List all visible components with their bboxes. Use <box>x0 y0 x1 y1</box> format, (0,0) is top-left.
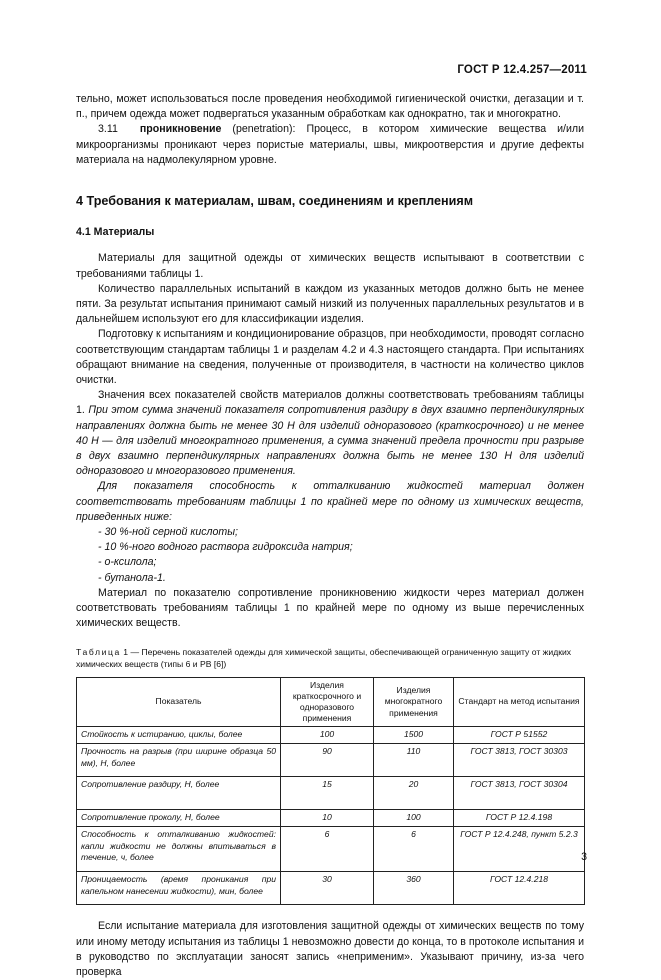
section-title: 4 Требования к материалам, швам, соединениям и креплениям <box>76 194 474 209</box>
paragraph-6: Материал по показателю сопротивление проникновению жидкости через материал должен соответствовать требованиям таблицы 1 по крайней мере по одному из выше перечисленных химических веществ. <box>76 586 584 630</box>
table-cell: ГОСТ Р 12.4.248, пункт 5.2.3 <box>454 827 585 872</box>
table-cell: Стойкость к истиранию, циклы, более <box>77 727 281 744</box>
definition-3-11 <box>76 122 584 168</box>
definition-number: 3.11 <box>98 123 118 136</box>
table-cell: 6 <box>374 827 454 872</box>
table-cell: Сопротивление раздиру, Н, более <box>77 777 281 810</box>
table-caption <box>76 646 584 671</box>
paragraph-2: Количество параллельных испытаний в каждом из указанных методов должно быть не менее пяти. За результат испытания принимают самый низкий из полученных параллельных результатов и в дальнейшем используют его для классификации изделия. <box>76 282 584 326</box>
table-header-cell: Изделия многократного применения <box>374 677 454 727</box>
continued-paragraph: тельно, может использоваться после проведения необходимой гигиенической очистки, дегазации и т. п., причем одежда может подвергаться указанным обработкам как однократно, так и многократно. <box>76 93 584 121</box>
list-item: - 30 %-ной серной кислоты; <box>98 526 238 539</box>
table-row <box>77 727 585 744</box>
table-cell: 360 <box>374 872 454 905</box>
list-item: - бутанола-1. <box>98 571 166 584</box>
requirements-table <box>76 677 585 906</box>
page-number: 3 <box>581 851 587 863</box>
table-cell: ГОСТ 12.4.218 <box>454 872 585 905</box>
table-header-cell: Изделия краткосрочного и одноразового применения <box>281 677 374 727</box>
paragraph-1: Материалы для защитной одежды от химических веществ испытывают в соответствии с требованиями таблицы 1. <box>76 252 584 280</box>
table-row <box>77 810 585 827</box>
table-cell: 100 <box>374 810 454 827</box>
list-item: - о-ксилола; <box>98 556 157 569</box>
table-header-cell: Показатель <box>77 677 281 727</box>
table-cell: 100 <box>281 727 374 744</box>
table-row <box>77 777 585 810</box>
table-caption-label: Таблица <box>76 646 121 657</box>
definition-term: проникновение <box>139 123 222 136</box>
standard-header: ГОСТ Р 12.4.257—2011 <box>457 64 587 76</box>
table-cell: 20 <box>374 777 454 810</box>
table-cell: ГОСТ Р 51552 <box>454 727 585 744</box>
table-cell: 15 <box>281 777 374 810</box>
table-header-row <box>77 677 585 727</box>
list-item: - 10 %-ного водного раствора гидроксида натрия; <box>98 541 353 554</box>
paragraph-5: Для показателя способность к отталкиванию жидкостей материал должен соответствовать требованиям таблицы 1 по крайней мере по одному из химических веществ, приведенных ниже: <box>76 480 584 523</box>
table-row <box>77 872 585 905</box>
closing-paragraph: Если испытание материала для изготовления защитной одежды от химических веществ по тому или иному методу испытания из таблицы 1 невозможно довести до конца, то в протоколе испытания и в руководство по эксплуатации заносят запись «неприменим». Указывают причину, из-за чего проверка <box>76 920 584 978</box>
table-cell: 90 <box>281 744 374 777</box>
paragraph-4 <box>76 388 584 479</box>
subsection-title: 4.1 Материалы <box>76 226 155 239</box>
table-cell: ГОСТ Р 12.4.198 <box>454 810 585 827</box>
paragraph-4-plain: Значения всех показателей свойств материалов должны соответствовать требованиям таблицы 1. <box>76 389 584 417</box>
table-cell: 6 <box>281 827 374 872</box>
table-cell: Проницаемость (время проникания при капельном нанесении жидкости), мин, более <box>77 872 281 905</box>
table-cell: ГОСТ 3813, ГОСТ 30303 <box>454 744 585 777</box>
table-cell: Сопротивление проколу, Н, более <box>77 810 281 827</box>
table-caption-text: 1 — Перечень показателей одежды для химической защиты, обеспечивающей ограниченную защиту от жидких химических веществ (типы 6 и PB [6]) <box>76 646 572 669</box>
table-cell: 1500 <box>374 727 454 744</box>
table-cell: Способность к отталкиванию жидкостей: капли жидкости не должны впитываться в течение, ч, более <box>77 827 281 872</box>
page-content <box>76 92 584 980</box>
table-header-cell: Стандарт на метод испытания <box>454 677 585 727</box>
table-cell: ГОСТ 3813, ГОСТ 30304 <box>454 777 585 810</box>
table-cell: 110 <box>374 744 454 777</box>
paragraph-4-italic: При этом сумма значений показателя сопротивления раздиру в двух взаимно перпендикулярных направлениях должна быть не менее 30 Н для изделий одноразового (краткосрочного) и не менее 40 Н — для изделий многократного применения, а сумма значений предела прочности при разрыве в двух взаимно перпендикулярных направлениях должна быть не менее 130 Н для изделий одноразового и многоразового применения. <box>76 404 584 478</box>
definition-text: (penetration): Процесс, в котором химические вещества и/или микроорганизмы проникают через пористые материалы, швы, микроотверстия и другие дефекты материала на надмолекулярном уровне. <box>76 123 584 166</box>
table-cell: Прочность на разрыв (при ширине образца 50 мм), Н, более <box>77 744 281 777</box>
table-row <box>77 827 585 872</box>
table-cell: 30 <box>281 872 374 905</box>
table-cell: 10 <box>281 810 374 827</box>
paragraph-3: Подготовку к испытаниям и кондиционирование образцов, при необходимости, проводят согласно соответствующим стандартам таблицы 1 и разделам 4.2 и 4.3 настоящего стандарта. При испытаниях обращают внимание на сведения, полученные от производителя, в частности на количество циклов очистки. <box>76 328 584 387</box>
table-row <box>77 744 585 777</box>
